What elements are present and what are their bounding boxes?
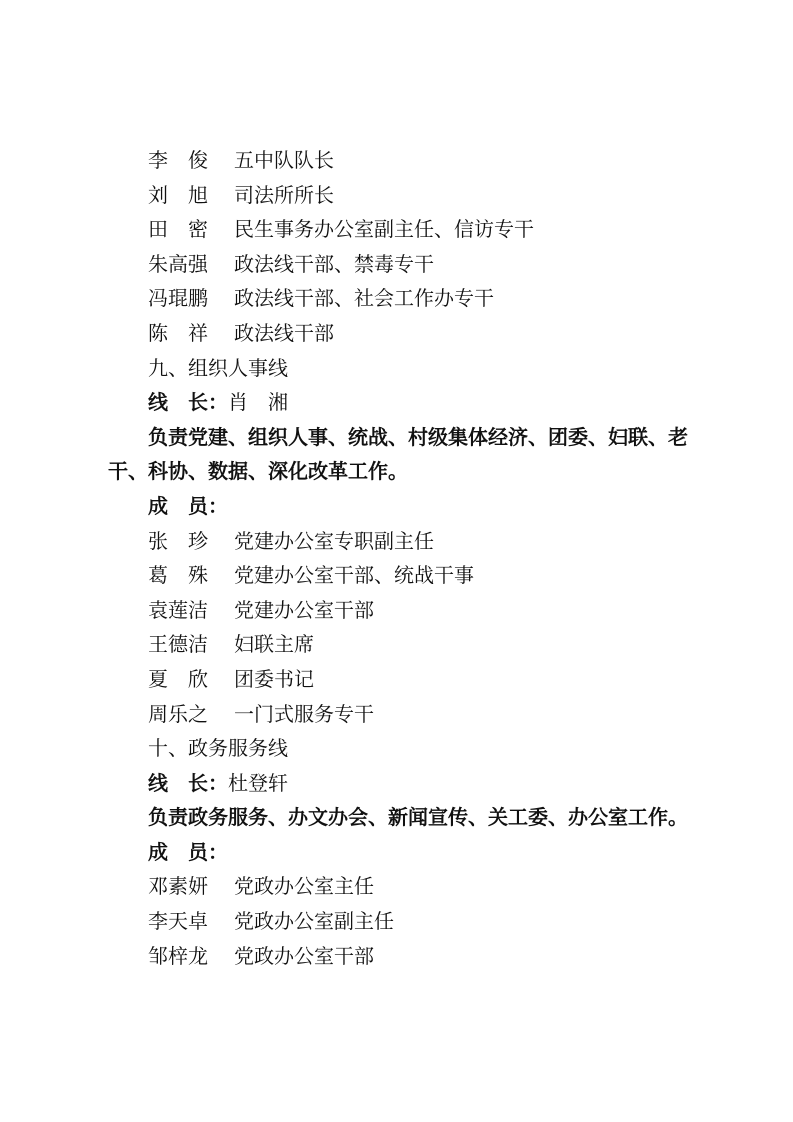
member-name: 周乐之 [148,701,208,726]
member-row [108,558,708,593]
member-name: 夏 欣 [148,666,208,691]
member-row [108,697,708,732]
member-role: 一门式服务专干 [234,701,374,726]
section-9-heading: 九、组织人事线 [148,355,288,380]
member-row [108,316,708,351]
member-role: 司法所所长 [234,182,334,207]
member-role: 党建办公室专职副主任 [234,528,434,553]
member-name: 葛 殊 [148,563,208,588]
section-10-leader [108,766,708,801]
member-row [108,593,708,628]
member-name: 李 俊 [148,148,208,172]
member-row [108,178,708,213]
member-name: 刘 旭 [148,182,208,207]
member-role: 党政办公室主任 [234,874,374,899]
member-name: 张 珍 [148,528,208,553]
member-row [108,247,708,282]
member-row [108,662,708,697]
member-role: 党建办公室干部、统战干事 [234,563,474,588]
member-row [108,904,708,939]
member-role: 党政办公室副主任 [234,909,394,934]
member-role: 团委书记 [234,666,314,691]
leader-name: 杜登轩 [228,770,288,795]
member-role: 五中队队长 [234,148,334,172]
document-body [108,143,708,973]
member-name: 陈 祥 [148,320,208,345]
member-row [108,869,708,904]
member-row [108,939,708,974]
member-name: 邹梓龙 [148,943,208,968]
member-row [108,281,708,316]
member-row [108,212,708,247]
leader-label: 线 长： [148,770,228,795]
member-role: 政法线干部 [234,320,334,345]
section-10-members-label: 成 员： [148,839,228,864]
member-role: 政法线干部、社会工作办专干 [234,286,494,311]
leader-name: 肖 湘 [228,390,288,415]
member-role: 妇联主席 [234,632,314,657]
section-10-duty: 负责政务服务、办文办会、新闻宣传、关工委、办公室工作。 [148,805,688,830]
member-name: 李天卓 [148,909,208,934]
member-name: 田 密 [148,217,208,242]
member-row [108,143,708,178]
member-role: 党建办公室干部 [234,597,374,622]
member-name: 王德洁 [148,632,208,657]
member-row [108,524,708,559]
leader-label: 线 长： [148,390,228,415]
member-role: 党政办公室干部 [234,943,374,968]
member-role: 政法线干部、禁毒专干 [234,251,434,276]
member-role: 民生事务办公室副主任、信访专干 [234,217,534,242]
member-row [108,627,708,662]
section-9-leader [108,385,708,420]
member-name: 邓素妍 [148,874,208,899]
section-10-heading: 十、政务服务线 [148,736,288,761]
section-9-duty: 负责党建、组织人事、统战、村级集体经济、团委、妇联、老干、科协、数据、深化改革工作。 [108,424,688,484]
member-name: 朱高强 [148,251,208,276]
member-name: 袁莲洁 [148,597,208,622]
section-9-members-label: 成 员： [148,493,228,518]
member-name: 冯琨鹏 [148,286,208,311]
